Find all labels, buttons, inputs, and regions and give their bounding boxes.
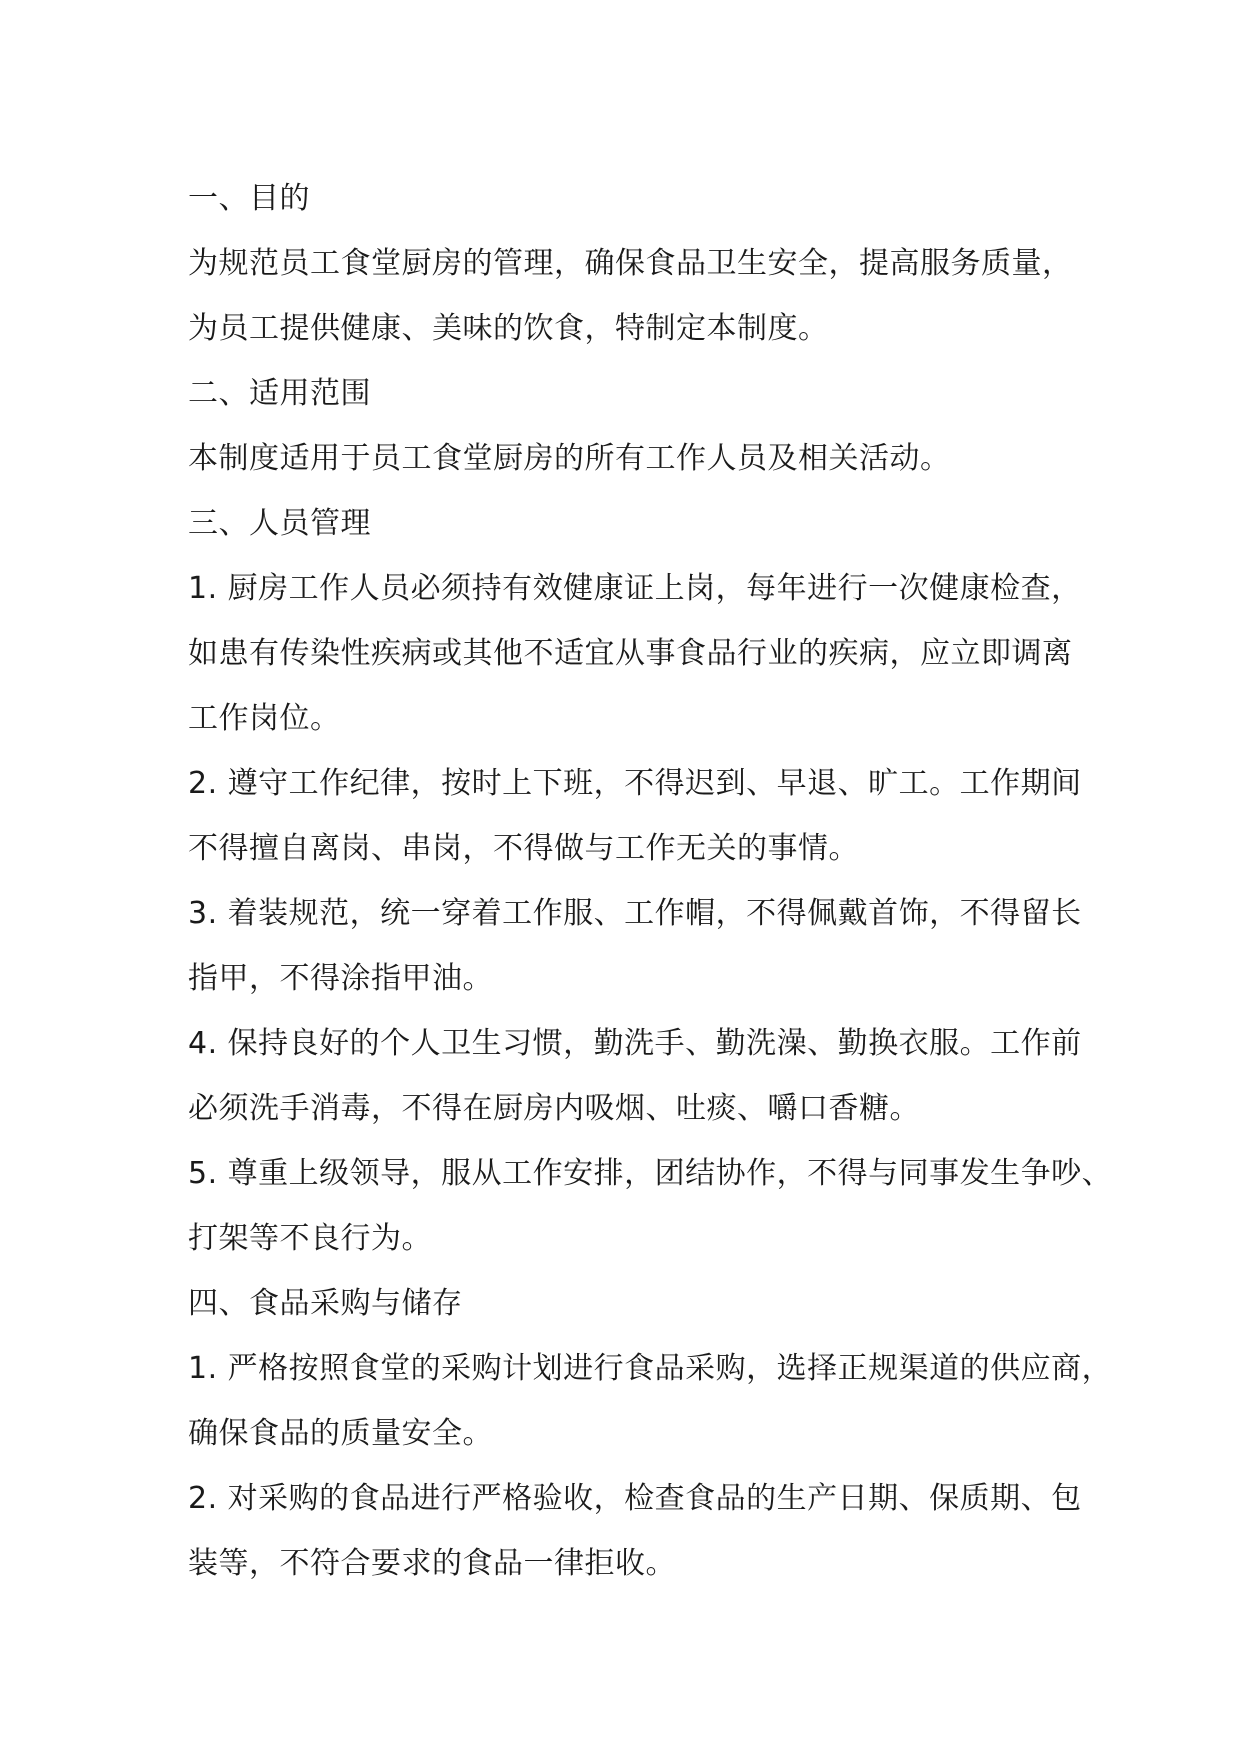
paragraph-line: 本制度适用于员工食堂厨房的所有工作人员及相关活动。: [188, 441, 951, 476]
list-item-line: 如患有传染性疾病或其他不适宜从事食品行业的疾病，应立即调离: [188, 636, 1073, 671]
list-item-line: 2. 对采购的食品进行严格验收，检查食品的生产日期、保质期、包: [188, 1481, 1082, 1516]
list-item-line: 2. 遵守工作纪律，按时上下班，不得迟到、早退、旷工。工作期间: [188, 766, 1082, 801]
section-heading-purpose: 一、目的: [188, 181, 310, 216]
section-heading-personnel: 三、人员管理: [188, 506, 371, 541]
section-heading-scope: 二、适用范围: [188, 376, 371, 411]
list-item-line: 装等，不符合要求的食品一律拒收。: [188, 1546, 676, 1581]
list-item-line: 不得擅自离岗、串岗，不得做与工作无关的事情。: [188, 831, 859, 866]
list-item-line: 必须洗手消毒，不得在厨房内吸烟、吐痰、嚼口香糖。: [188, 1091, 920, 1126]
list-item-line: 5. 尊重上级领导，服从工作安排，团结协作，不得与同事发生争吵、: [188, 1156, 1113, 1191]
document-body: [188, 166, 1113, 1596]
list-item-line: 1. 严格按照食堂的采购计划进行食品采购，选择正规渠道的供应商，: [188, 1351, 1113, 1386]
paragraph-line: 为规范员工食堂厨房的管理，确保食品卫生安全，提高服务质量，: [188, 246, 1073, 281]
paragraph-line: 为员工提供健康、美味的饮食，特制定本制度。: [188, 311, 829, 346]
list-item-line: 3. 着装规范，统一穿着工作服、工作帽，不得佩戴首饰，不得留长: [188, 896, 1082, 931]
list-item-line: 指甲，不得涂指甲油。: [188, 961, 493, 996]
section-heading-procurement: 四、食品采购与储存: [188, 1286, 463, 1321]
list-item-line: 确保食品的质量安全。: [188, 1416, 493, 1451]
list-item-line: 1. 厨房工作人员必须持有效健康证上岗，每年进行一次健康检查，: [188, 571, 1082, 606]
list-item-line: 打架等不良行为。: [188, 1221, 432, 1256]
list-item-line: 4. 保持良好的个人卫生习惯，勤洗手、勤洗澡、勤换衣服。工作前: [188, 1026, 1082, 1061]
list-item-line: 工作岗位。: [188, 701, 341, 736]
